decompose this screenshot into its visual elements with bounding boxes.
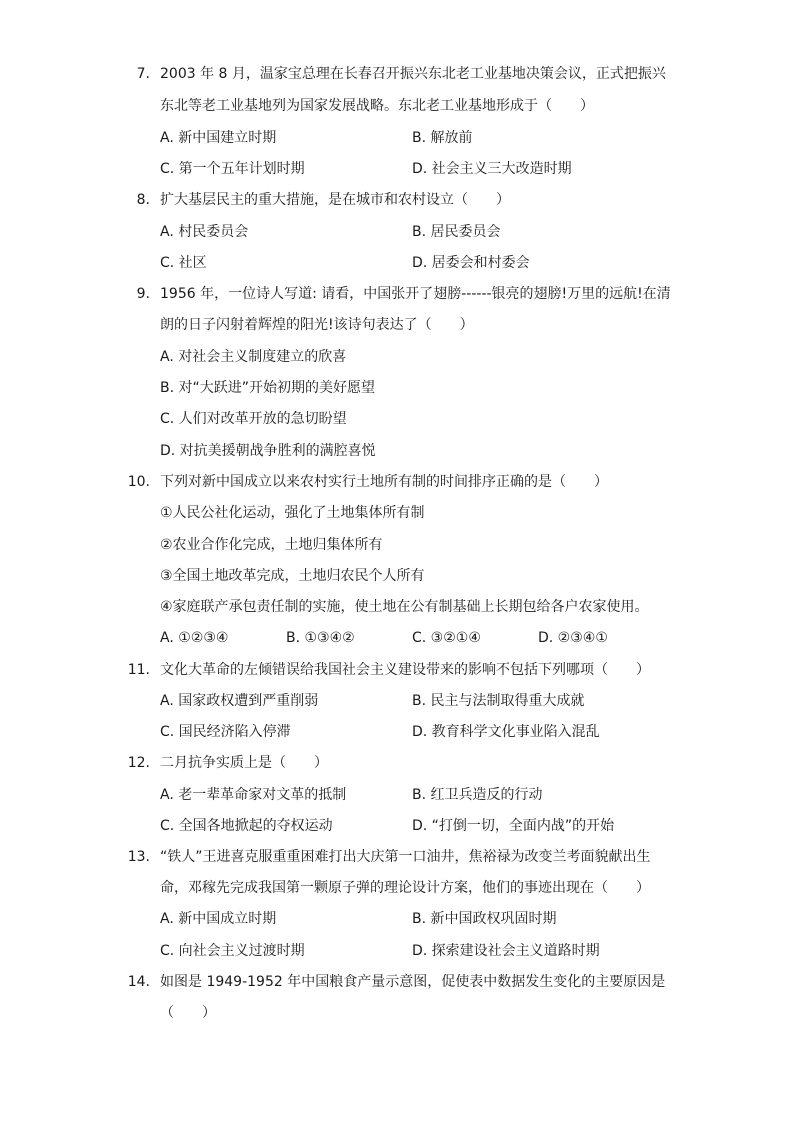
option-c[interactable]: C. 全国各地掀起的夺权运动 xyxy=(160,818,333,834)
option-d[interactable]: D. 教育科学文化事业陷入混乱 xyxy=(412,724,600,740)
question-stem-line: （ ） xyxy=(160,1005,216,1021)
option-b[interactable]: B. 新中国政权巩固时期 xyxy=(412,911,557,927)
option-b[interactable]: B. 对“大跃进”开始初期的美好愿望 xyxy=(160,380,376,396)
question-stem-line: 如图是 1949-1952 年中国粮食产量示意图，促使表中数据发生变化的主要原因是 xyxy=(160,974,666,990)
option-a[interactable]: A. 新中国成立时期 xyxy=(160,911,277,927)
option-d[interactable]: D. 社会主义三大改造时期 xyxy=(412,161,572,177)
statement-line: ③全国土地改革完成，土地归农民个人所有 xyxy=(160,568,425,584)
question-stem-line: “铁人”王进喜克服重重困难打出大庆第一口油井，焦裕禄为改变兰考面貌献出生 xyxy=(160,849,651,865)
option-c[interactable]: C. 向社会主义过渡时期 xyxy=(160,943,305,959)
question-number: 9. xyxy=(136,286,150,302)
question-number: 11. xyxy=(127,662,150,678)
option-b[interactable]: B. 民主与法制取得重大成就 xyxy=(412,693,585,709)
question-number: 14. xyxy=(127,974,150,990)
option-a[interactable]: A. 村民委员会 xyxy=(160,224,249,240)
option-a[interactable]: A. ①②③④ xyxy=(160,630,229,646)
question-number: 12. xyxy=(127,755,150,771)
option-a[interactable]: A. 对社会主义制度建立的欣喜 xyxy=(160,349,347,365)
option-c[interactable]: C. 社区 xyxy=(160,255,207,271)
option-a[interactable]: A. 新中国建立时期 xyxy=(160,130,277,146)
option-c[interactable]: C. 国民经济陷入停滞 xyxy=(160,724,291,740)
statement-line: ④家庭联产承包责任制的实施，使土地在公有制基础上长期包给各户农家使用。 xyxy=(160,599,649,615)
statement-line: ①人民公社化运动，强化了土地集体所有制 xyxy=(160,505,425,521)
question-stem-line: 朗的日子闪射着辉煌的阳光!该诗句表达了（ ） xyxy=(160,317,474,333)
option-b[interactable]: B. 解放前 xyxy=(412,130,473,146)
question-stem-line: 扩大基层民主的重大措施，是在城市和农村设立（ ） xyxy=(160,192,510,208)
question-stem-line: 下列对新中国成立以来农村实行土地所有制的时间排序正确的是（ ） xyxy=(160,474,608,490)
option-c[interactable]: C. ③②①④ xyxy=(412,630,481,646)
option-d[interactable]: D. 对抗美援朝战争胜利的满腔喜悦 xyxy=(160,443,376,459)
question-number: 10. xyxy=(127,474,150,490)
option-c[interactable]: C. 人们对改革开放的急切盼望 xyxy=(160,411,347,427)
question-stem-line: 命，邓稼先完成我国第一颗原子弹的理论设计方案，他们的事迹出现在（ ） xyxy=(160,880,650,896)
option-b[interactable]: B. 红卫兵造反的行动 xyxy=(412,787,543,803)
statement-line: ②农业合作化完成，土地归集体所有 xyxy=(160,537,383,553)
question-stem-line: 1956 年，一位诗人写道: 请看，中国张开了翅膀------银亮的翅膀!万里的远航!在清 xyxy=(160,286,671,302)
question-number: 7. xyxy=(136,66,150,82)
option-b[interactable]: B. ①③④② xyxy=(286,630,355,646)
option-b[interactable]: B. 居民委员会 xyxy=(412,224,501,240)
question-stem-line: 2003 年 8 月，温家宝总理在长春召开振兴东北老工业基地决策会议，正式把振兴 xyxy=(160,66,666,82)
option-c[interactable]: C. 第一个五年计划时期 xyxy=(160,161,305,177)
option-d[interactable]: D. 探索建设社会主义道路时期 xyxy=(412,943,600,959)
question-number: 13. xyxy=(127,849,150,865)
question-stem-line: 文化大革命的左倾错误给我国社会主义建设带来的影响不包括下列哪项（ ） xyxy=(160,662,650,678)
option-a[interactable]: A. 老一辈革命家对文革的抵制 xyxy=(160,787,347,803)
option-d[interactable]: D. ②③④① xyxy=(538,630,608,646)
option-d[interactable]: D. “打倒一切，全面内战”的开始 xyxy=(412,818,615,834)
question-stem-line: 二月抗争实质上是（ ） xyxy=(160,755,328,771)
question-number: 8. xyxy=(136,192,150,208)
question-stem-line: 东北等老工业基地列为国家发展战略。东北老工业基地形成于（ ） xyxy=(160,98,594,114)
option-d[interactable]: D. 居委会和村委会 xyxy=(412,255,530,271)
option-a[interactable]: A. 国家政权遭到严重削弱 xyxy=(160,693,319,709)
